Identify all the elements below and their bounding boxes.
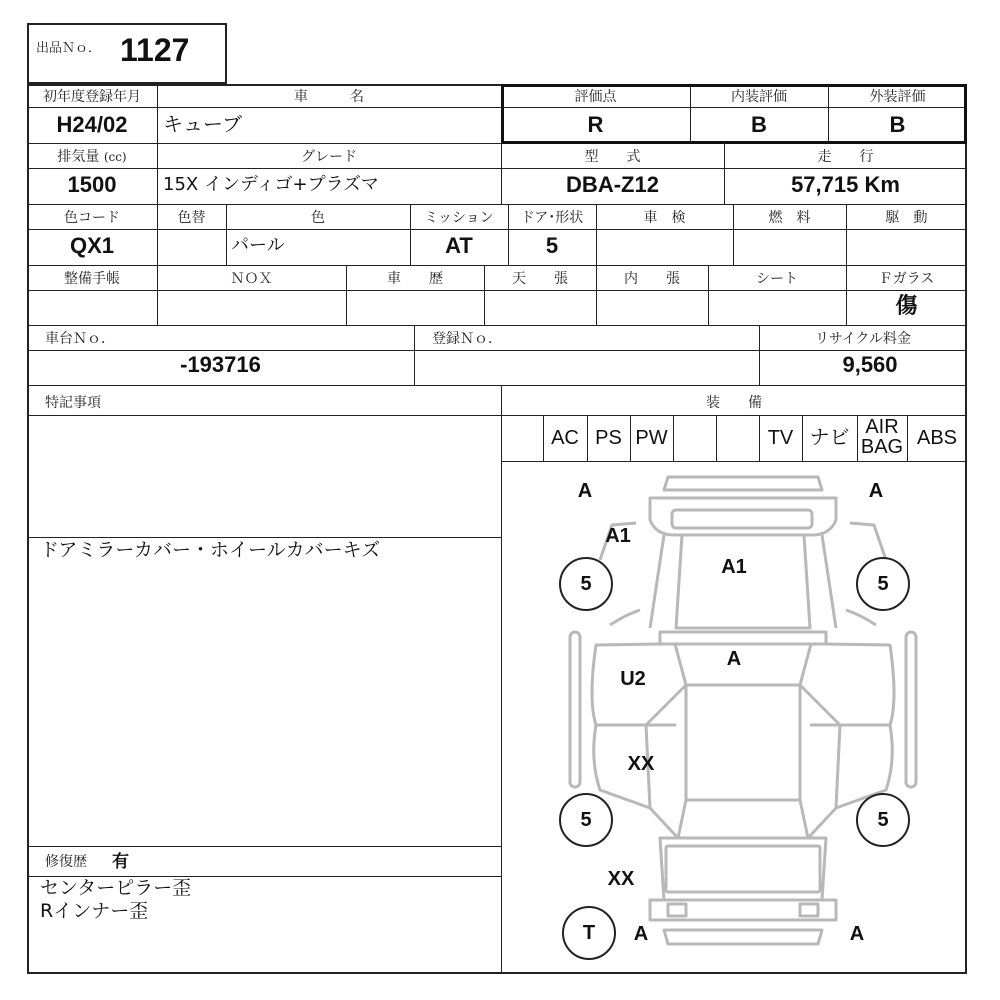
exterior-label: 外装評価 [869, 89, 926, 105]
first-reg-label: 初年度登録年月 [43, 89, 141, 105]
car-name-label: 車 名 [294, 89, 364, 105]
equipment-tv: TV [767, 427, 794, 449]
color-code-value: QX1 [69, 233, 115, 258]
equipment-ac: AC [551, 427, 579, 449]
tire-front-left: 5 [559, 557, 613, 611]
repair-label: 修復歴 [45, 854, 87, 870]
displacement-value: 1500 [67, 172, 117, 197]
tire-rear-left: 5 [559, 793, 613, 847]
grade-value: 15X インディゴ+プラズマ [163, 174, 379, 195]
score-value: R [587, 112, 604, 137]
drive-label: 駆 動 [885, 210, 928, 226]
chassis-label: 車台Ｎｏ． [45, 331, 115, 347]
color-code-label: 色コード [64, 210, 120, 226]
displacement-label-text: 排気量 [57, 149, 100, 165]
tire-front-right: 5 [856, 557, 910, 611]
color-value: パール [231, 235, 285, 256]
doors-label: ドア･形状 [520, 210, 584, 226]
mark-left-quarter: XX [607, 868, 635, 890]
lot-label: 出品Ｎｏ． [36, 41, 102, 56]
displacement-label [27, 148, 157, 166]
displacement-unit: (cc) [103, 150, 127, 164]
equipment-label: 装 備 [706, 395, 762, 411]
exterior-value: B [889, 112, 906, 137]
mission-label: ミッション [424, 210, 494, 226]
maintenance-label: 整備手帳 [64, 271, 120, 287]
interior-label: 内装評価 [731, 89, 787, 105]
equipment-ps: PS [595, 427, 622, 449]
registration-label: 登録Ｎｏ． [432, 331, 502, 347]
spare-tire: T [562, 906, 616, 960]
model-label: 型 式 [584, 149, 641, 165]
interior-value: B [751, 112, 767, 137]
repair-line-1: センターピラー歪 [40, 877, 192, 899]
mileage-value: 57,715 Km [791, 172, 900, 197]
mark-left-rear-door: XX [627, 753, 655, 775]
equipment-pw: PW [635, 427, 668, 449]
inspection-label: 車 検 [643, 210, 686, 226]
recycle-label: リサイクル料金 [814, 331, 912, 347]
tire-rear-right: 5 [856, 793, 910, 847]
chassis-value: -193716 [180, 352, 261, 377]
equipment-airbag: AIR BAG [860, 416, 904, 458]
color-label: 色 [311, 210, 325, 226]
lot-number: 1127 [120, 32, 190, 68]
mileage-label: 走 行 [817, 149, 874, 165]
equipment-abs: ABS [916, 427, 958, 449]
car-diagram [502, 462, 966, 973]
notes-text: ドアミラーカバー・ホイールカバーキズ [40, 539, 381, 561]
mission-value: AT [445, 233, 473, 258]
mark-front-left: A [577, 480, 593, 502]
car-name-value: キューブ [163, 112, 242, 136]
fuel-label: 燃 料 [768, 210, 811, 226]
roof-label: 天 張 [512, 271, 568, 287]
mark-left-front-door: U2 [620, 668, 646, 690]
inner-label: 内 張 [624, 271, 680, 287]
color-change-label: 色替 [177, 210, 206, 226]
mark-roof: A [726, 648, 742, 670]
fglass-value: 傷 [895, 293, 918, 319]
fglass-label: Ｆガラス [878, 271, 935, 287]
doors-value: 5 [545, 233, 559, 258]
history-label: 車 歴 [387, 271, 443, 287]
mark-windshield: A1 [721, 556, 747, 578]
notes-label: 特記事項 [45, 395, 101, 411]
mark-a-pillar: A1 [605, 525, 631, 547]
repair-line-2: Rインナー歪 [40, 900, 149, 922]
equipment-navi: ナビ [809, 427, 850, 449]
mark-rear-left: A [633, 923, 649, 945]
recycle-value: 9,560 [842, 352, 898, 377]
score-label: 評価点 [574, 89, 617, 105]
seat-label: シート [756, 271, 798, 287]
grade-label: グレード [301, 149, 357, 165]
mark-front-right: A [868, 480, 884, 502]
first-reg-value: H24/02 [56, 112, 128, 137]
nox-label: ＮＯＸ [230, 271, 273, 287]
mark-rear-right: A [849, 923, 865, 945]
repair-value: 有 [112, 852, 129, 872]
model-value: DBA-Z12 [566, 172, 659, 197]
